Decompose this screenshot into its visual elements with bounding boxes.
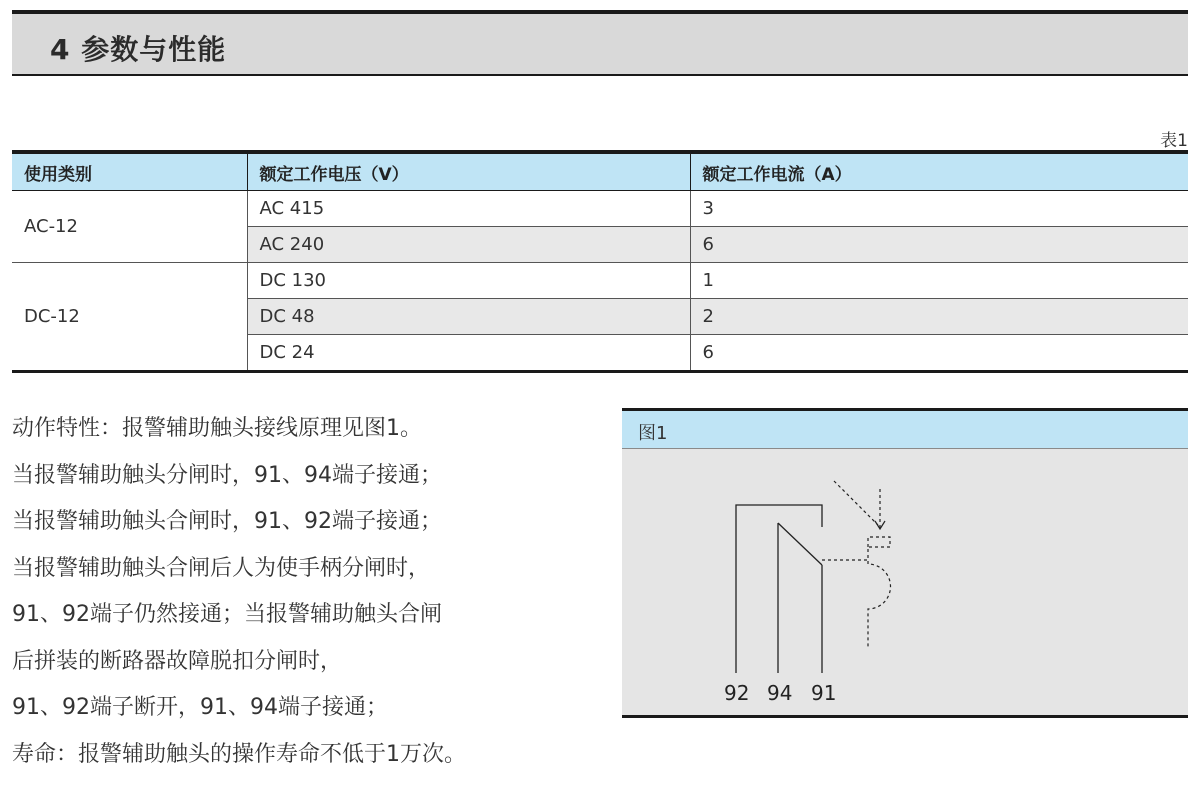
description-line: 当报警辅助触头合闸时，91、92端子接通； [12, 509, 442, 534]
section-title: 4 参数与性能 [50, 33, 227, 66]
current-cell: 3 [690, 191, 1188, 227]
voltage-cell: DC 24 [247, 335, 690, 372]
table-header-row [12, 152, 1188, 191]
header-voltage: 额定工作电压（V） [247, 152, 690, 191]
description-line: 寿命：报警辅助触头的操作寿命不低于1万次。 [12, 741, 466, 767]
header-category: 使用类别 [12, 152, 247, 191]
voltage-cell: DC 130 [247, 263, 690, 299]
figure-header [622, 411, 1188, 449]
description-line: 动作特性：报警辅助触头接线原理见图1。 [12, 416, 422, 441]
spec-table [12, 150, 1188, 373]
figure-title: 图1 [638, 423, 668, 444]
voltage-cell: AC 415 [247, 191, 690, 227]
table-row [12, 263, 1188, 299]
description-line: 当报警辅助触头合闸后人为使手柄分闸时， [12, 555, 431, 581]
voltage-cell: DC 48 [247, 299, 690, 335]
category-cell: DC-12 [12, 263, 247, 372]
contact-wiring-diagram [622, 449, 1188, 715]
current-cell: 6 [690, 335, 1188, 372]
description-line: 91、92端子断开，91、94端子接通； [12, 695, 388, 720]
description-line: 91、92端子仍然接通；当报警辅助触头合闸 [12, 602, 442, 627]
description-line: 当报警辅助触头分闸时，91、94端子接通； [12, 462, 442, 488]
contact-blade [778, 523, 822, 565]
header-current: 额定工作电流（A） [690, 152, 1188, 191]
description-text [12, 406, 602, 778]
table-caption: 表1 [1160, 131, 1188, 151]
terminal-label: 92 [724, 681, 750, 705]
category-cell: AC-12 [12, 191, 247, 263]
terminal-label: 91 [811, 681, 837, 705]
current-cell: 1 [690, 263, 1188, 299]
table-row [12, 191, 1188, 227]
current-cell: 6 [690, 227, 1188, 263]
section-header [12, 10, 1188, 76]
description-line: 后拼装的断路器故障脱扣分闸时， [12, 648, 343, 674]
voltage-cell: AC 240 [247, 227, 690, 263]
actuator-profile [868, 537, 891, 649]
terminal-label: 94 [767, 681, 793, 705]
terminal-92-wire [736, 505, 822, 673]
figure-panel [622, 408, 1188, 718]
current-cell: 2 [690, 299, 1188, 335]
actuator-arrow [834, 481, 878, 525]
